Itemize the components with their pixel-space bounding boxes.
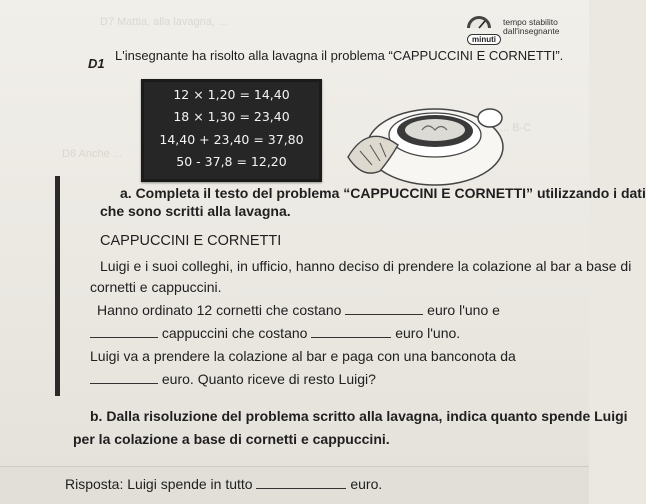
problem-text-line3: Hanno ordinato 12 cornetti che costano euro l'uno e	[97, 302, 500, 318]
exercise-number: D1	[88, 56, 105, 71]
bleed-through-text: D7 Mattia, alla lavagna, ...	[100, 16, 228, 28]
banknote-value-blank[interactable]	[90, 371, 158, 384]
problem-text-line4: cappuccini che costano euro l'uno.	[90, 325, 460, 341]
exercise-intro: L'insegnante ha risolto alla lavagna il problema “CAPPUCCINI E CORNETTI”.	[115, 48, 564, 63]
minuti-label: minuti	[467, 34, 501, 45]
bleed-through-text: ... B-C	[500, 122, 532, 134]
blackboard-line: 50 - 37,8 = 12,20	[176, 154, 287, 169]
price-cornetti-blank[interactable]	[345, 302, 423, 315]
part-b-line2: per la colazione a base di cornetti e cappuccini.	[73, 431, 390, 447]
problem-title: CAPPUCCINI E CORNETTI	[100, 233, 282, 249]
bleed-through-text: D8 Anche ...	[62, 148, 122, 160]
problem-text-line6: euro. Quanto riceve di resto Luigi?	[90, 371, 376, 387]
blackboard-line: 18 × 1,30 = 23,40	[173, 109, 290, 124]
problem-text-line1: Luigi e i suoi colleghi, in ufficio, hanno deciso di prendere la colazione al bar a base di	[100, 258, 632, 274]
number-cappuccini-blank[interactable]	[90, 325, 158, 338]
blackboard-line: 12 × 1,20 = 14,40	[173, 87, 290, 102]
price-cappuccini-blank[interactable]	[311, 325, 391, 338]
cappuccino-croissant-illustration	[340, 85, 510, 190]
problem-text-line2: cornetti e cappuccini.	[90, 279, 222, 295]
problem-text-line5: Luigi va a prendere la colazione al bar e paga con una banconota da	[90, 348, 516, 364]
answer-blank[interactable]	[256, 476, 346, 489]
timer-caption: tempo stabilito dall'insegnante	[503, 17, 560, 36]
side-margin-bar	[55, 176, 60, 396]
timer-badge	[463, 14, 573, 44]
answer-line: Risposta: Luigi spende in tutto euro.	[65, 476, 383, 492]
part-a-line1: a. Completa il testo del problema “CAPPUCCINI E CORNETTI” utilizzando i dati	[120, 185, 646, 201]
part-a-line2: che sono scritti alla lavagna.	[100, 203, 291, 219]
blackboard	[141, 79, 322, 182]
part-b-line1: b. Dalla risoluzione del problema scritto alla lavagna, indica quanto spende Luigi	[90, 408, 628, 424]
blackboard-line: 14,40 + 23,40 = 37,80	[159, 132, 304, 147]
